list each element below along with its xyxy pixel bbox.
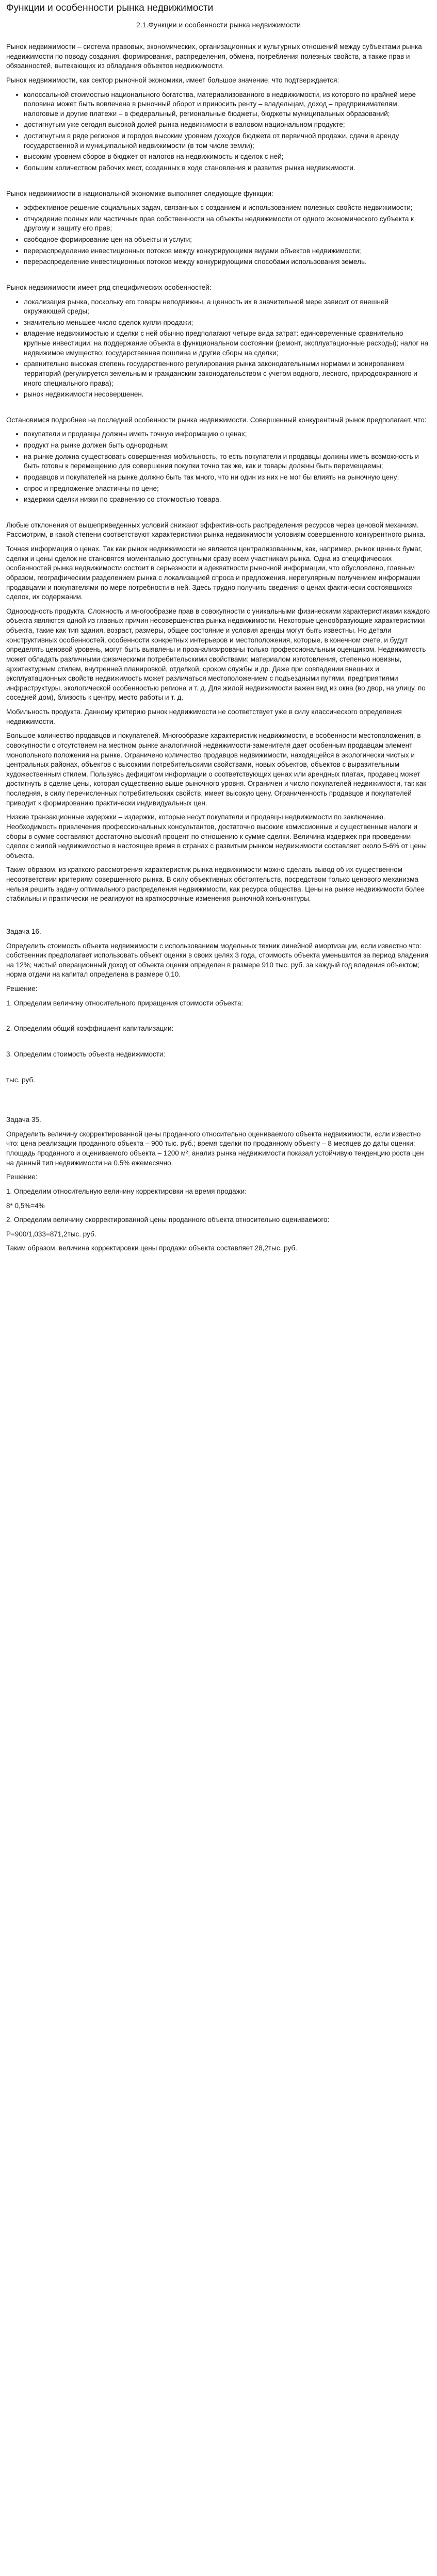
list-item: • спрос и предложение эластичны по цене; [24, 484, 431, 494]
list-item: • достигнутым уже сегодня высокой долей рынка недвижимости в валовом национальном продукте; [24, 120, 431, 130]
task35-line-1: 1. Определим относительную величину корректировки на время продажи: [6, 1187, 247, 1195]
paragraph-conclusion: Таким образом, из краткого рассмотрения характеристик рынка недвижимости можно сделать вывод об их существенном несоответствии критериям совершенного рынка. В силу объективных обстоятельств, посредством только ценового механизма нельзя решить задачу оптимального распределения недвижимости, как ресурса общества. Цены на рынке недвижимости более стабильны и практически не реагируют на краткосрочные изменения рыночной конъюнктуры. [6, 866, 425, 903]
paragraph-price-info: Точная информация о ценах. Так как рынок недвижимости не является централизованным, как, например, рынок ценных бумаг, сделки и цены сделок не становятся моментально доступными сразу всем участникам рынка. Одна из специфических особенностей рынка недвижимости состоит в серьезности и адекватности рыночной информации, что обусловлено, главным образом, географическим разделением рынка с локализацией спроса и предложения, нерегулярным получением информации продавцами и покупателями по мере потребности в ней. Здесь трудно получить сведения о ценах фактически состоявшихся сделок, их содержании. [6, 545, 422, 601]
functions-intro: Рынок недвижимости в национальной экономике выполняет следующие функции: [6, 189, 273, 197]
section-subtitle: 2.1.Функции и особенности рынка недвижимости [136, 20, 301, 29]
list-item: • значительно меньшее число сделок купли-продажи; [24, 318, 431, 328]
list-item: • свободное формирование цен на объекты и услуги; [24, 235, 431, 245]
competitive-intro: Остановимся подробнее на последней особенности рынка недвижимости. Совершенный конкурентный рынок предполагает, что: [6, 416, 427, 424]
list-item: • издержки сделки низки по сравнению со стоимостью товара. [24, 495, 431, 505]
features-intro: Рынок недвижимости имеет ряд специфических особенностей: [6, 283, 212, 291]
list-item: • на рынке должна существовать совершенная мобильность, то есть покупатели и продавцы должны иметь возможность и быть готовы к перемещению для совершения покупки точно так же, как и товары должны быть перемещаемы; [24, 452, 431, 471]
features-list [6, 298, 431, 400]
task16-step-1: 1. Определим величину относительного приращения стоимости объекта: [6, 999, 244, 1007]
paragraph-participants: Большое количество продавцов и покупателей. Многообразие характеристик недвижимости, в особенности местоположения, в совокупности с отсутствием на местном рынке аналогичной недвижимости-заменителя дает особенным продавцам элемент монопольного положения на рынке. Ограничено количество продавцов недвижимости, находящейся в экологически чистых и центральных районах, объектов с высокими потребительскими свойствами, новых объектов, объектов с выразительным художественным стилем. Пользуясь дефицитом информации о соответствующих ценах или арендных платах, продавец может достигнуть в сделке цены, которая существенно выше рыночного уровня. Ограничен и число покупателей недвижимости, так как последняя, в силу перечисленных потребительских свойств, имеет высокую цену. Ограниченность продавцов и покупателей приводит к формированию практически индивидуальных цен. [6, 732, 427, 807]
list-item: • рынок недвижимости несовершенен. [24, 390, 431, 400]
list-item: • владение недвижимостью и сделки с ней обычно предполагают четыре вида затрат: единовременные сравнительно крупные инвестиции; на поддержание объекта в функциональном состоянии (ремонт, эксплуатационные расходы); налог на недвижимое имущество; государственная пошлина и другие сборы на сделки; [24, 329, 431, 358]
list-item: • достигнутым в ряде регионов и городов высоким уровнем доходов бюджета от первичной продажи, сдачи в аренду государственной и муниципальной недвижимости (в том числе земли); [24, 131, 431, 151]
roles-list [6, 90, 431, 173]
roles-intro: Рынок недвижимости, как сектор рыночной экономики, имеет большое значение, что подтверждается: [6, 76, 339, 84]
list-item: • сравнительно высокая степень государственного регулирования рынка законодательными нормами и зонированием территорий (регулируется земельным и гражданским законодательством с учетом водного, лесного, природоохранного и иного специального права); [24, 359, 431, 388]
list-item: • перераспределение инвестиционных потоков между конкурирующими способами использования земель. [24, 257, 431, 267]
task35-line-5: Таким образом, величина корректировки цены продажи объекта составляет 28,2тыс. руб. [6, 1244, 297, 1252]
task16-step-2: 2. Определим общий коэффициент капитализации: [6, 1025, 174, 1033]
task16-statement: Определить стоимость объекта недвижимости с использованием модельных техник линейной амортизации, если известно что: собственник предполагает использовать объект оценки в своих целях 3 года, стоимость объекта уменьшится за период владения на 12%; чистый операционный доход от объекта оценки определен в размере 910 тыс. руб. за каждый год владения объектом; норма отдачи на капитал определена в размере 0,10. [6, 942, 429, 979]
task35-line-2: 8* 0,5%=4% [6, 1201, 45, 1210]
task16-step-3: 3. Определим стоимость объекта недвижимости: [6, 1050, 166, 1058]
task16-solution-label: Решение: [6, 985, 38, 993]
intro-paragraph: Рынок недвижимости – система правовых, экономических, организационных и культурных отношений между субъектами рынка недвижимости по поводу создания, формирования, распределения, обмена, потребления полезных свойств, а также прав и обязанностей, вытекающих из обладания объектов недвижимости. [6, 43, 422, 70]
list-item: • высоким уровнем сборов в бюджет от налогов на недвижимость и сделок с ней; [24, 152, 431, 162]
list-item: • покупатели и продавцы должны иметь точную информацию о ценах; [24, 430, 431, 439]
task16-result: тыс. руб. [6, 1076, 35, 1084]
task35-line-4: Р=900/1,033=871,2тыс. руб. [6, 1230, 96, 1238]
document [0, 0, 437, 1253]
list-item: • отчуждение полных или частичных прав собственности на объекты недвижимости от одного экономического субъекта к другому и защиту его прав; [24, 214, 431, 234]
competitive-list [6, 430, 431, 504]
task35-title: Задача 35. [6, 1116, 41, 1124]
list-item: • эффективное решение социальных задач, связанных с созданием и использованием полезных свойств недвижимости; [24, 203, 431, 213]
paragraph-mobility: Мобильность продукта. Данному критерию рынок недвижимости не соответствует уже в силу классического определения недвижимости. [6, 708, 402, 725]
list-item: • перераспределение инвестиционных потоков между конкурирующими видами объектов недвижимости; [24, 246, 431, 256]
paragraph-homogeneity: Однородность продукта. Сложность и многообразие прав в совокупности с уникальными физическими характеристиками каждого объекта являются одной из главных причин несовершенства рынка недвижимости. Некоторые ценообразующие характеристики объекта, такие как тип здания, возраст, размеры, общее состояние и условия аренды могут быть известны. Но детали конструктивных особенностей, особенности конкретных интерьеров и местоположения, которые, в конечном счете, и будут определять ценовой уровень, могут быть выявлены и проанализированы только профессиональным оценщиком. Недвижимость может обладать различными физическими потребительскими свойствами: материалом изготовления, степенью новизны, архитектурным стилем, внутренней планировкой, отделкой, сроком службы и др. Даже при совпадении внешних и эксплуатационных свойств недвижимость может различаться местоположением с подъездными путями, предприятиями инфраструктуры, экологической особенностью региона и т. д. Для жилой недвижимости важен вид из окна (во двор, на улицу, по соседней дом), близость к центру, место работы и т. д. [6, 607, 430, 702]
paragraph-transaction-costs: Низкие транзакционные издержки – издержки, которые несут покупатели и продавцы недвижимости по заключению. Необходимость привлечения профессиональных консультантов, достаточно высокие комиссионные и существенные налоги и сборы в сумме составляют достаточно высокий процент по отношению к сумме сделки. Величина издержек при проведении сделок с жилой недвижимостью в настоящее время в странах с развитым рынком недвижимости составляет около 5-6% от цены объекта. [6, 813, 427, 860]
paragraph-deviations: Любые отклонения от вышеприведенных условий снижают эффективность распределения ресурсов через ценовой механизм. Рассмотрим, в какой степени соответствуют характеристики рынка недвижимости условиям совершенного конкурентного рынка. [6, 521, 426, 539]
page-title: Функции и особенности рынка недвижимости [6, 3, 214, 13]
list-item: • колоссальной стоимостью национального богатства, материализованного в недвижимости, из которого по крайней мере половина может быть вовлечена в рыночный оборот и приносить ренту – владельцам, доход – предпринимателям, налоговые и другие платежи – в федеральный, региональные бюджеты, бюджеты муниципальных образований; [24, 90, 431, 119]
functions-list [6, 203, 431, 267]
list-item: • локализация рынка, поскольку его товары неподвижны, а ценность их в значительной мере зависит от внешней окружающей среды; [24, 298, 431, 317]
list-item: • продукт на рынке должен быть однородным; [24, 441, 431, 451]
task35-solution-label: Решение: [6, 1173, 38, 1181]
list-item: • большим количеством рабочих мест, созданных в ходе становления и развития рынка недвижимости. [24, 163, 431, 173]
task35-statement: Определить величину скорректированной цены проданного относительно оцениваемого объекта недвижимости, если известно что: цена реализации проданного объекта – 900 тыс. руб.; время сделки по проданному объекту – 8 месяцев до даты оценки; площадь проданного и оцениваемого объекта – 1200 м²; анализ рынка недвижимости показал устойчивую тенденцию роста цен на данный тип недвижимости на 0.5% ежемесячно. [6, 1130, 424, 1167]
task35-line-3: 2. Определим величину скорректированной цены проданного объекта относительно оцениваемого: [6, 1216, 330, 1224]
task16-title: Задача 16. [6, 927, 41, 935]
list-item: • продавцов и покупателей на рынке должно быть так много, что ни один из них не мог бы влиять на рыночную цену; [24, 473, 431, 483]
